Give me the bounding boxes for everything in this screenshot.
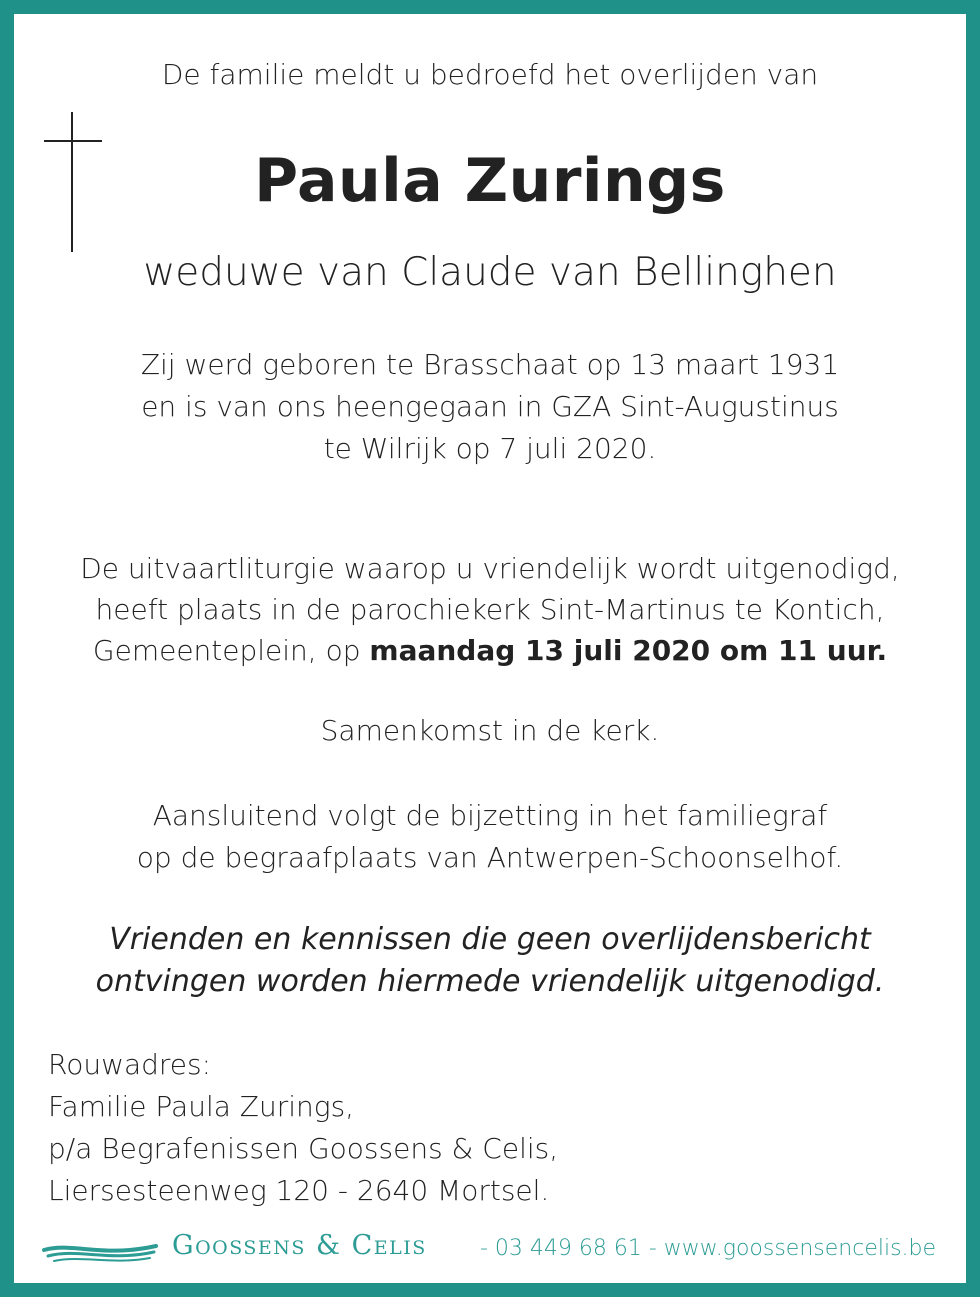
spouse-text: weduwe van Claude van Bellinghen — [143, 250, 837, 295]
gathering-text: Samenkomst in de kerk. — [320, 714, 660, 747]
liturgy-info — [14, 548, 966, 671]
liturgy-line-1: De uitvaartliturgie waarop u vriendelijk wordt uitgenodigd, — [80, 552, 900, 585]
liturgy-place: Gemeenteplein, op — [92, 634, 370, 667]
address-line-2: p/a Begrafenissen Goossens & Celis, — [48, 1132, 559, 1165]
friends-line-1: Vrienden en kennissen die geen overlijdensbericht — [109, 922, 871, 957]
address-line-1: Familie Paula Zurings, — [48, 1090, 355, 1123]
funeral-home-name: Goossens & Celis — [172, 1230, 427, 1261]
burial-line-2: op de begraafplaats van Antwerpen-Schoonselhof. — [136, 841, 844, 874]
friends-line-2: ontvingen worden hiermede vriendelijk uitgenodigd. — [95, 964, 885, 999]
liturgy-line-3 — [14, 630, 966, 671]
address-heading: Rouwadres: — [48, 1048, 212, 1081]
funeral-home-footer — [42, 1230, 952, 1270]
friends-invitation — [14, 919, 966, 1003]
address-line-3: Liersesteenweg 120 - 2640 Mortsel. — [48, 1174, 550, 1207]
liturgy-line-2: heeft plaats in de parochiekerk Sint-Martinus te Kontich, — [95, 593, 885, 626]
burial-line-1: Aansluitend volgt de bijzetting in het familiegraf — [152, 799, 828, 832]
funeral-home-contact: - 03 449 68 61 - www.goossensencelis.be — [480, 1236, 937, 1261]
liturgy-datetime: maandag 13 juli 2020 om 11 uur. — [369, 634, 888, 667]
burial-info — [14, 795, 966, 879]
wave-logo-icon — [42, 1236, 158, 1266]
mourning-address — [48, 1044, 558, 1212]
birth-death-info — [14, 344, 966, 470]
birth-line: Zij werd geboren te Brasschaat op 13 maart 1931 — [140, 348, 840, 381]
deceased-name: Paula Zurings — [254, 146, 726, 216]
death-place-line: te Wilrijk op 7 juli 2020. — [323, 432, 657, 465]
death-line: en is van ons heengegaan in GZA Sint-Augustinus — [141, 390, 839, 423]
intro-text: De familie meldt u bedroefd het overlijden van — [161, 58, 819, 91]
